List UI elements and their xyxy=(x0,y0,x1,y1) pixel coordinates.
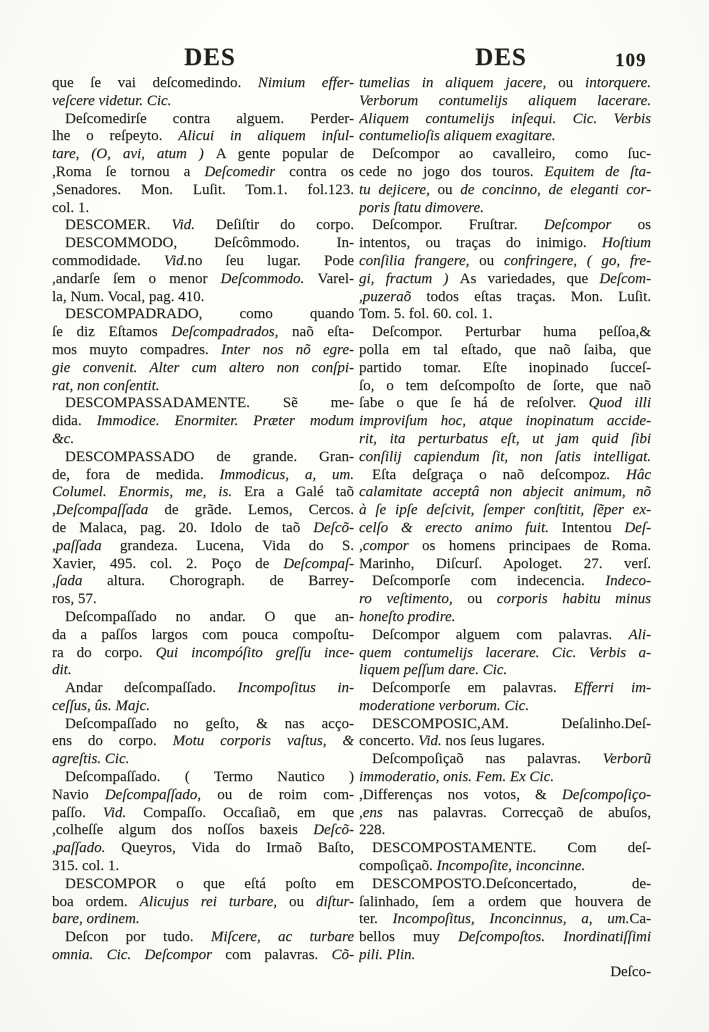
text-line xyxy=(359,858,651,876)
text-line xyxy=(359,929,651,947)
italic-latin-run: confringere, ( go, fre- xyxy=(503,252,651,269)
text-line xyxy=(52,609,354,627)
italic-latin-run: Equitem de ſta- xyxy=(544,163,651,180)
italic-latin-run: Incompoſitus in- xyxy=(237,680,354,697)
text-line xyxy=(52,182,354,200)
text-line xyxy=(52,378,354,396)
roman-text-run: Eſta deſgraça o naõ deſcompoz. xyxy=(372,466,626,483)
italic-latin-run: à ſe ipſe deſcivit, ſemper conſtitit, ſẽper ex- xyxy=(359,502,651,519)
roman-text-run: Tom. 5. fol. 60. col. 1. xyxy=(359,306,493,323)
roman-text-run: os xyxy=(637,217,651,234)
text-line xyxy=(52,413,354,431)
italic-latin-run: Deſcompadrados, xyxy=(171,324,293,341)
italic-latin-run: Deſcompor xyxy=(543,217,638,234)
roman-text-run: Deſcompor ao cavalleiro, como ſuc- xyxy=(372,146,651,163)
italic-latin-run: Alicui in aliquem inſul- xyxy=(178,128,354,145)
text-line xyxy=(52,484,354,502)
roman-text-run: Varel- xyxy=(317,270,354,287)
italic-latin-run: Deſcompoſtos. Inordinatiſſimi xyxy=(457,929,651,946)
roman-text-run: bellos muy xyxy=(359,929,458,946)
italic-latin-run: Deſcom- xyxy=(599,270,651,287)
text-line xyxy=(52,324,354,342)
roman-text-run: boa ordem. xyxy=(52,893,140,910)
italic-latin-run: Motu corporis vaſtus, & xyxy=(172,733,354,750)
catchword: Deſco- xyxy=(610,964,651,980)
italic-latin-run: dit. xyxy=(52,662,72,679)
roman-text-run: Deſcomedirſe contra alguem. Perder- xyxy=(65,110,354,127)
italic-latin-run: Incompoſite, inconcinne. xyxy=(436,858,586,875)
roman-text-run: ,Senadores. Mon. Luſit. Tom.1. fol.123. xyxy=(52,181,354,198)
italic-latin-run: Deſcompaſſada xyxy=(55,502,165,519)
italic-latin-run: immoderatio, onis. Fem. Ex Cic. xyxy=(359,769,554,786)
text-line xyxy=(52,822,354,840)
roman-text-run: ſo, o tem deſcompoſto de ſorte, que naõ xyxy=(359,377,651,394)
text-line xyxy=(359,591,651,609)
text-line xyxy=(52,787,354,805)
italic-latin-run: ,ſada xyxy=(52,573,107,590)
italic-latin-run: Deſcõ- xyxy=(313,822,354,839)
text-line xyxy=(52,591,354,609)
italic-latin-run: rat, non conſentit. xyxy=(52,377,160,394)
text-line xyxy=(52,395,354,413)
text-line xyxy=(359,502,651,520)
roman-text-run: ,andarſe ſem o menor xyxy=(52,270,221,287)
italic-latin-run: gie convenit. Alter cum altero non conſpi- xyxy=(52,359,354,376)
text-line xyxy=(359,235,651,253)
roman-text-run: no ſeu lugar. Pode xyxy=(187,252,354,269)
italic-latin-run: liquem peſſum dare. Cic. xyxy=(359,662,508,679)
italic-latin-run: Ali- xyxy=(628,626,651,643)
italic-latin-run: Deſcompaſſado, xyxy=(104,786,218,803)
italic-latin-run: moderatione verborum. Cic. xyxy=(359,697,529,714)
italic-latin-run: Immodice. Enormiter. Præter modum xyxy=(96,413,354,430)
roman-text-run: de Malaca, pag. 20. Idolo de taõ xyxy=(52,519,314,536)
italic-latin-run: veſcere videtur. Cic. xyxy=(52,92,172,109)
roman-text-run: 315. col. 1. xyxy=(52,858,120,875)
roman-text-run: As variedades, que xyxy=(459,270,600,287)
roman-text-run: DESCOMPOR o que eſtá poſto em xyxy=(65,875,354,892)
italic-latin-run: rit, ita perturbatus eſt, ut jam quid ſibi xyxy=(359,430,651,447)
text-line xyxy=(359,200,651,218)
roman-text-run: Andar deſcompaſſado. xyxy=(65,680,238,697)
text-line xyxy=(52,751,354,769)
text-line xyxy=(359,822,651,840)
text-line xyxy=(52,947,354,965)
text-line xyxy=(359,128,651,146)
roman-text-run: polla em tal eſtado, que naõ ſaiba, que xyxy=(359,341,651,358)
italic-latin-run: Hoſtium xyxy=(601,235,651,252)
roman-text-run: Deſcompaſſado no andar. O que an- xyxy=(65,608,354,625)
text-line xyxy=(52,538,354,556)
text-line xyxy=(52,894,354,912)
text-line xyxy=(359,627,651,645)
roman-text-run: nas palavras. Correcçaõ de abuſos, xyxy=(397,804,651,821)
italic-latin-run: Indeco- xyxy=(605,573,651,590)
italic-latin-run: Alicujus rei turbare, xyxy=(139,893,289,910)
text-line xyxy=(359,413,651,431)
text-line xyxy=(52,271,354,289)
italic-latin-run: ,ens xyxy=(359,804,398,821)
roman-text-run: DESCOMPOSTO.Deſconcertado, de- xyxy=(372,875,651,892)
text-line xyxy=(52,449,354,467)
roman-text-run: ros, 57. xyxy=(52,591,97,608)
text-line xyxy=(359,431,651,449)
text-line xyxy=(359,217,651,235)
text-line xyxy=(359,378,651,396)
roman-text-run: grandeza. Lucena, Vida do S. xyxy=(119,537,354,554)
page-number: 109 xyxy=(615,50,647,71)
text-line xyxy=(52,662,354,680)
italic-latin-run: intorquere. xyxy=(585,75,651,91)
italic-latin-run: Deſcõ- xyxy=(313,519,354,536)
text-line xyxy=(359,662,651,680)
text-line xyxy=(359,289,651,307)
text-line xyxy=(52,431,354,449)
text-line xyxy=(359,751,651,769)
text-line xyxy=(359,538,651,556)
italic-latin-run: conſilia frangere, xyxy=(359,252,480,269)
roman-text-run: ſabe o que ſe há de reſolver. xyxy=(359,395,589,412)
roman-text-run: paſſo. xyxy=(52,804,103,821)
roman-text-run: commodidade. xyxy=(52,252,164,269)
roman-text-run: Deſcompor. Perturbar huma peſſoa,& xyxy=(372,324,651,341)
text-line xyxy=(359,733,651,751)
roman-text-run: Xavier, 495. col. 2. Poço de xyxy=(52,555,284,572)
roman-text-run: Deſcompor. Fruſtrar. xyxy=(372,217,544,234)
italic-latin-run: Deſcommodo. xyxy=(220,270,318,287)
text-line xyxy=(52,235,354,253)
text-line xyxy=(359,93,651,111)
italic-latin-run: contumelioſis aliquem exagitare. xyxy=(359,128,556,145)
text-line xyxy=(359,716,651,734)
italic-latin-run: Inter nos nõ egre- xyxy=(220,341,354,358)
italic-latin-run: Qui incompóſito greſſu ince- xyxy=(155,644,354,661)
roman-text-run: de, fora de medida. xyxy=(52,466,220,483)
roman-text-run: Deſcompoſiçaõ nas palavras. xyxy=(372,751,603,768)
roman-text-run: Deſcompor alguem com palavras. xyxy=(372,626,629,643)
text-line xyxy=(52,769,354,787)
text-line xyxy=(52,929,354,947)
text-line xyxy=(52,645,354,663)
text-line xyxy=(359,947,651,965)
text-line xyxy=(52,502,354,520)
text-line xyxy=(52,573,354,591)
italic-latin-run: bare, ordinem. xyxy=(52,911,140,928)
roman-text-run: DESCOMPADRADO, como quando xyxy=(65,306,354,323)
italic-latin-run: Incompoſitus, Inconcinnus, a, um. xyxy=(392,911,630,928)
text-line xyxy=(359,484,651,502)
roman-text-run: nos ſeus lugares. xyxy=(445,733,545,750)
text-line xyxy=(359,360,651,378)
text-line xyxy=(52,520,354,538)
roman-text-run: Deſcompaſſado no geſto, & nas acço- xyxy=(65,715,354,732)
italic-latin-run: Columel. Enormis, me, is. xyxy=(52,484,244,501)
italic-latin-run: ,paſſada xyxy=(52,537,120,554)
italic-latin-run: pili. Plin. xyxy=(359,947,416,964)
italic-latin-run: Vid. xyxy=(171,217,216,234)
roman-text-run: da a paſſos largos com pouca compoſtu- xyxy=(52,626,354,643)
italic-latin-run: Aliquem contumelijs inſequi. Cic. Verbis xyxy=(359,110,651,127)
text-line xyxy=(52,342,354,360)
text-line xyxy=(52,680,354,698)
roman-text-run: naõ eſta- xyxy=(292,324,354,341)
roman-text-run: DESCOMPOSIC,AM. Deſalinho.Deſ- xyxy=(372,715,651,732)
roman-text-run: , xyxy=(52,502,56,519)
italic-latin-run: Deſcompaſ- xyxy=(283,555,354,572)
italic-latin-run: diſtur- xyxy=(315,893,354,910)
roman-text-run: ou de roim com- xyxy=(217,786,354,803)
italic-latin-run: Efferri im- xyxy=(573,680,651,697)
roman-text-run: Era a Galé taõ xyxy=(244,484,354,501)
text-line xyxy=(359,520,651,538)
text-line xyxy=(359,182,651,200)
italic-latin-run: Deſcompoſiço- xyxy=(561,786,651,803)
roman-text-run: cede no jogo dos touros. xyxy=(359,163,545,180)
running-head-right: DES xyxy=(475,44,527,71)
italic-latin-run: Vid. xyxy=(102,804,144,821)
text-line xyxy=(359,876,651,894)
text-line xyxy=(52,306,354,324)
roman-text-run: 228. xyxy=(359,822,386,839)
roman-text-run: os homens principaes de Roma. xyxy=(421,537,651,554)
text-line xyxy=(359,840,651,858)
roman-text-run: contra os xyxy=(289,163,354,180)
text-column-left xyxy=(52,75,354,965)
text-line xyxy=(52,253,354,271)
italic-latin-run: Quod illi xyxy=(588,395,651,412)
text-line xyxy=(52,805,354,823)
text-line xyxy=(52,716,354,734)
text-line xyxy=(359,271,651,289)
roman-text-run: altura. Chorograph. de Barrey- xyxy=(107,573,354,590)
italic-latin-run: de concinno, de eleganti cor- xyxy=(460,181,651,198)
text-line xyxy=(359,75,651,93)
text-line xyxy=(359,556,651,574)
roman-text-run: ter. xyxy=(359,911,393,928)
text-line xyxy=(359,769,651,787)
text-line xyxy=(359,164,651,182)
italic-latin-run: honeſto prodire. xyxy=(359,608,456,625)
roman-text-run: DESCOMPASSADO de grande. Gran- xyxy=(65,448,354,465)
roman-text-run: ens do corpo. xyxy=(52,733,173,750)
text-column-right xyxy=(359,75,651,965)
text-line xyxy=(52,75,354,93)
roman-text-run: compoſiçaõ. xyxy=(359,858,437,875)
text-line xyxy=(359,894,651,912)
italic-latin-run: corporis habitu minus xyxy=(496,591,651,608)
italic-latin-run: omnia. Cic. Deſcompor xyxy=(52,947,226,964)
italic-latin-run: ceſſus, ûs. Majc. xyxy=(52,697,150,714)
text-line xyxy=(52,164,354,182)
text-line xyxy=(359,342,651,360)
italic-latin-run: Cõ- xyxy=(331,947,354,964)
roman-text-run: ,Differenças nos votos, & xyxy=(359,786,562,803)
text-line xyxy=(52,111,354,129)
italic-latin-run: Verborum contumelijs aliquem lacerare. xyxy=(359,92,651,109)
roman-text-run: de grãde. Lemos, Cercos. xyxy=(164,502,354,519)
italic-latin-run: gi, fractum ) xyxy=(359,270,460,287)
roman-text-run: dida. xyxy=(52,413,97,430)
text-line xyxy=(359,324,651,342)
text-line xyxy=(359,787,651,805)
italic-latin-run: Vid. xyxy=(418,733,446,750)
roman-text-run: Deſcomporſe com indecencia. xyxy=(372,573,606,590)
roman-text-run: Marinho, Diſcurſ. Apologet. 27. verſ. xyxy=(359,555,651,572)
roman-text-run: ou xyxy=(479,252,504,269)
italic-latin-run: improviſum hoc, atque inopinatum accide- xyxy=(359,413,651,430)
text-line xyxy=(359,609,651,627)
italic-latin-run: conſilij capiendum ſit, non ſatis intelligat. xyxy=(359,448,651,465)
roman-text-run: ,Roma ſe tornou a xyxy=(52,163,205,180)
text-line xyxy=(359,805,651,823)
roman-text-run: Deſcon por tudo. xyxy=(65,929,211,946)
text-line xyxy=(52,556,354,574)
text-line xyxy=(359,395,651,413)
text-line xyxy=(52,876,354,894)
text-line xyxy=(52,360,354,378)
italic-latin-run: ,puzeraõ xyxy=(359,288,427,305)
text-line xyxy=(359,911,651,929)
roman-text-run: ſalinhado, ſem a ordem que houvera de xyxy=(359,893,651,910)
text-line xyxy=(359,573,651,591)
roman-text-run: ou xyxy=(289,893,316,910)
roman-text-run: Intentou xyxy=(561,519,625,536)
roman-text-run: Compaſſo. Occaſiaõ, em que xyxy=(143,804,354,821)
text-line xyxy=(359,449,651,467)
roman-text-run: ,colheſſe algum dos noſſos baxeis xyxy=(52,822,314,839)
text-line xyxy=(52,217,354,235)
roman-text-run: A gente popular de xyxy=(215,146,354,163)
text-line xyxy=(52,289,354,307)
text-line xyxy=(52,146,354,164)
roman-text-run: Navio xyxy=(52,786,105,803)
roman-text-run: Deſcomporſe em palavras. xyxy=(372,680,574,697)
text-line xyxy=(52,627,354,645)
text-line xyxy=(52,467,354,485)
italic-latin-run: ,compor xyxy=(359,537,422,554)
italic-latin-run: ro veſtimento, xyxy=(359,591,468,608)
italic-latin-run: tu dejicere, xyxy=(359,181,438,198)
italic-latin-run: tumelias in aliquem jacere, xyxy=(359,75,559,91)
text-line xyxy=(52,733,354,751)
roman-text-run: que ſe vai deſcomedindo. xyxy=(52,75,258,91)
italic-latin-run: Verborũ xyxy=(602,751,651,768)
roman-text-run: DESCOMMODO, Deſcômmodo. In- xyxy=(65,235,354,252)
italic-latin-run: Nimium effer- xyxy=(257,75,354,91)
italic-latin-run: celſo & erecto animo fuit. xyxy=(359,519,562,536)
text-line xyxy=(52,911,354,929)
roman-text-run: ou xyxy=(467,591,497,608)
text-line xyxy=(359,645,651,663)
roman-text-run: ou xyxy=(437,181,461,198)
roman-text-run: ra do corpo. xyxy=(52,644,156,661)
roman-text-run: Queyros, Vida do Irmaõ Baſto, xyxy=(121,840,354,857)
roman-text-run: la, Num. Vocal, pag. 410. xyxy=(52,288,205,305)
italic-latin-run: ,paſſado. xyxy=(52,840,122,857)
text-line xyxy=(52,858,354,876)
italic-latin-run: quem contumelijs lacerare. Cic. Verbis a- xyxy=(359,644,651,661)
text-line xyxy=(359,146,651,164)
italic-latin-run: Deſcomedir xyxy=(204,163,290,180)
roman-text-run: intentos, ou traças do inimigo. xyxy=(359,235,602,252)
roman-text-run: partido tomar. Eſte inopinado ſucceſ- xyxy=(359,359,651,376)
text-line xyxy=(359,253,651,271)
italic-latin-run: Hâc xyxy=(626,466,651,483)
italic-latin-run: Deſ- xyxy=(624,519,651,536)
italic-latin-run: Miſcere, ac turbare xyxy=(210,929,354,946)
text-line xyxy=(359,467,651,485)
italic-latin-run: poris ſtatu dimovere. xyxy=(359,199,484,216)
text-line xyxy=(359,680,651,698)
roman-text-run: Ca- xyxy=(629,911,651,928)
roman-text-run: lhe o reſpeyto. xyxy=(52,128,179,145)
roman-text-run: DESCOMER. xyxy=(65,217,172,234)
roman-text-run: DESCOMPOSTAMENTE. Com deſ- xyxy=(372,840,651,857)
roman-text-run: Deſcompaſſado. ( Termo Nautico ) xyxy=(65,769,354,786)
italic-latin-run: &c. xyxy=(52,430,75,447)
roman-text-run: Deſiſtir do corpo. xyxy=(215,217,354,234)
text-line xyxy=(52,840,354,858)
roman-text-run: ou xyxy=(558,75,586,91)
italic-latin-run: Immodicus, a, um. xyxy=(219,466,354,483)
roman-text-run: mos muyto compadres. xyxy=(52,341,221,358)
text-line xyxy=(359,306,651,324)
roman-text-run: DESCOMPASSADAMENTE. Sẽ me- xyxy=(65,395,354,412)
text-line xyxy=(52,698,354,716)
roman-text-run: com palavras. xyxy=(225,947,332,964)
roman-text-run: ſe diz Eſtamos xyxy=(52,324,172,341)
text-line xyxy=(359,698,651,716)
text-line xyxy=(359,111,651,129)
italic-latin-run: calamitate acceptâ non abjecit animum, nõ xyxy=(359,484,651,501)
running-head-left: DES xyxy=(184,44,236,71)
text-line xyxy=(52,200,354,218)
roman-text-run: concerto. xyxy=(359,733,419,750)
roman-text-run: todos eſtas traças. Mon. Luſit. xyxy=(426,288,651,305)
italic-latin-run: Vid. xyxy=(163,252,188,269)
italic-latin-run: agreſtis. Cic. xyxy=(52,751,130,768)
text-line xyxy=(52,128,354,146)
italic-latin-run: tare, (O, avi, atum ) xyxy=(52,146,216,163)
roman-text-run: col. 1. xyxy=(52,199,90,216)
text-line xyxy=(52,93,354,111)
